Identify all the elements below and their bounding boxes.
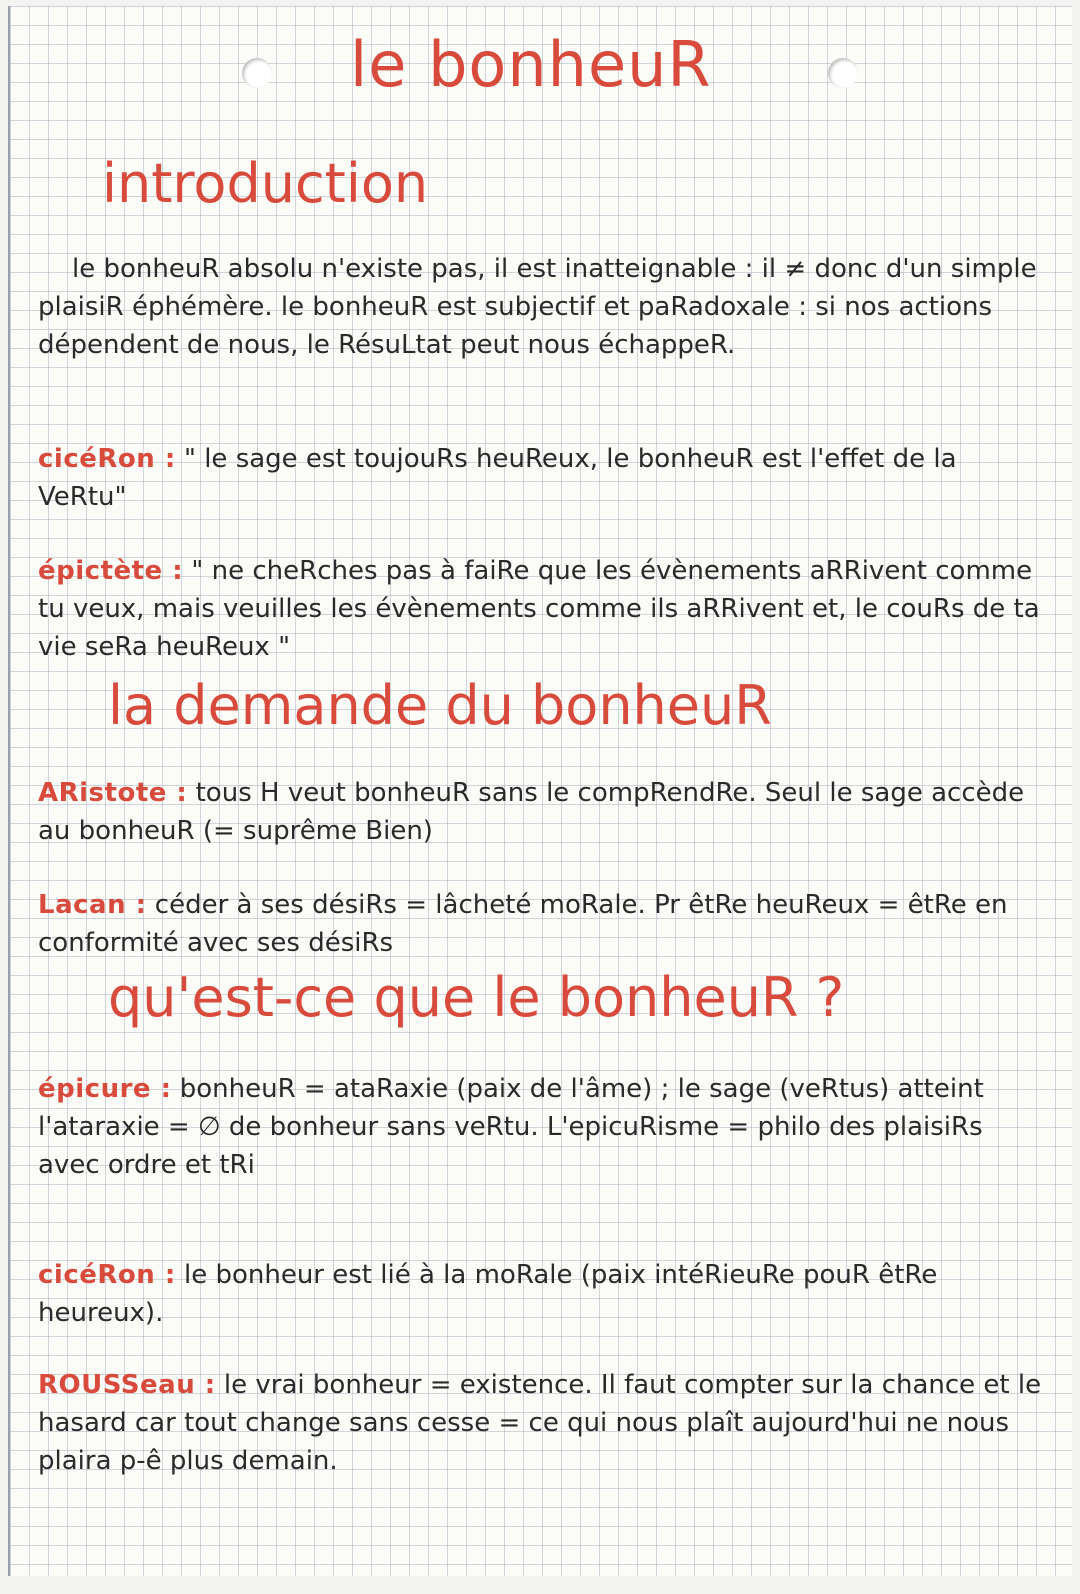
author-epicure: épicure : <box>38 1074 172 1104</box>
note-text: le vrai bonheur = existence. Il faut compter sur la chance et le hasard car tout change sans cesse = ce qui nous plaît aujourd'hui ne nous plaira p-ê plus demain. <box>38 1370 1042 1476</box>
note-ciceron <box>38 1256 1042 1332</box>
punch-hole-left <box>242 58 272 88</box>
quote-text: " ne cheRches pas à faiRe que les évènements aRRivent comme tu veux, mais veuilles les évènements comme ils aRRivent et, le couRs de ta vie seRa heuReux " <box>38 556 1040 662</box>
author-ciceron: cicéRon : <box>38 1260 176 1290</box>
note-text: céder à ses désiRs = lâcheté moRale. Pr êtRe heuReux = êtRe en conformité avec ses désiRs <box>38 890 1008 958</box>
note-text: le bonheur est lié à la moRale (paix intéRieuRe pouR êtRe heureux). <box>38 1260 938 1328</box>
page-title: le bonheuR <box>350 28 712 101</box>
heading-questce: qu'est-ce que le bonheuR ? <box>108 966 845 1029</box>
punch-hole-right <box>828 58 858 88</box>
note-aristote <box>38 774 1042 850</box>
heading-demande: la demande du bonheuR <box>108 674 772 737</box>
notebook-page <box>8 6 1072 1576</box>
quote-ciceron <box>38 440 1042 516</box>
author-epictete: épictète : <box>38 556 184 586</box>
note-text: bonheuR = ataRaxie (paix de l'âme) ; le sage (veRtus) atteint l'ataraxie = ∅ de bonheur sans veRtu. L'epicuRisme = philo des plaisiRs avec ordre et tRi <box>38 1074 984 1180</box>
note-lacan <box>38 886 1042 962</box>
note-rousseau <box>38 1366 1042 1480</box>
note-epicure <box>38 1070 1042 1184</box>
quote-epictete <box>38 552 1042 666</box>
author-aristote: ARistote : <box>38 778 188 808</box>
author-ciceron: cicéRon : <box>38 444 176 474</box>
heading-introduction: introduction <box>102 152 429 215</box>
quote-text: " le sage est toujouRs heuReux, le bonheuR est l'effet de la VeRtu" <box>38 444 957 512</box>
author-lacan: Lacan : <box>38 890 147 920</box>
note-text: tous H veut bonheuR sans le compRendRe. Seul le sage accède au bonheuR (= suprême Bien) <box>38 778 1025 846</box>
author-rousseau: ROUSSeau : <box>38 1370 216 1400</box>
intro-paragraph: le bonheuR absolu n'existe pas, il est inatteignable : il ≠ donc d'un simple plaisiR éphémère. le bonheuR est subjectif et paRadoxale : si nos actions dépendent de nous, le RésuLtat peut nous échappeR. <box>38 254 1037 360</box>
